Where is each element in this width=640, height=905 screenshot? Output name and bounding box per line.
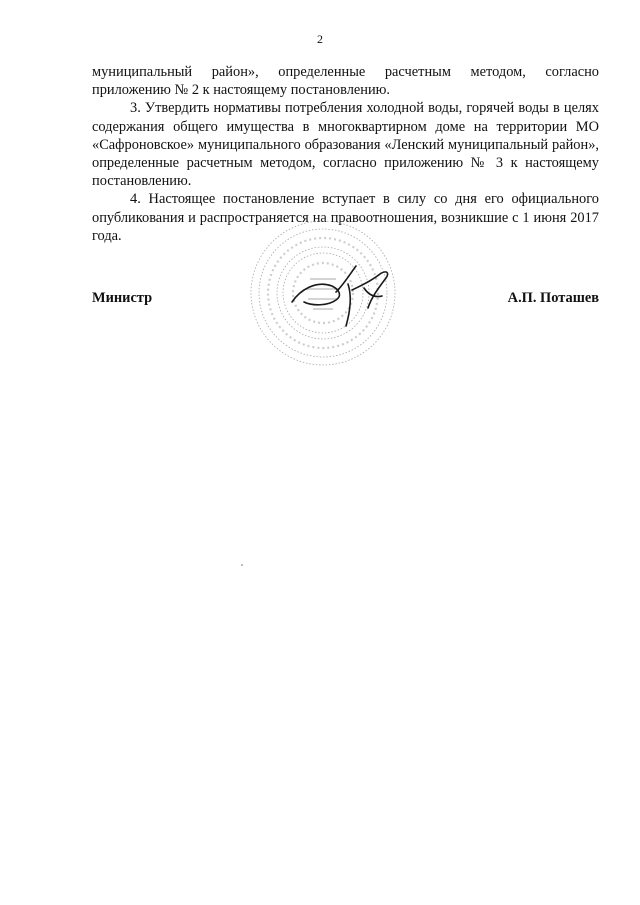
paragraph-continuation: муниципальный район», определенные расчетным методом, согласно приложению № 2 к настоящему постановлению. (92, 64, 599, 99)
signature-row (92, 290, 599, 310)
paragraph-item-3: 3. Утвердить нормативы потребления холодной воды, горячей воды в целях содержания общего имущества в многоквартирном доме на территории МО «Сафроновское» муниципального образования «Ленский муниципальный район», определенные расчетным методом, согласно приложению № 3 к настоящему постановлению. (92, 100, 599, 190)
paragraph-item-4: 4. Настоящее постановление вступает в силу со дня его официального опубликования и распространяется на правоотношения, возникшие с 1 июня 2017 года. (92, 191, 599, 244)
signatory-name: А.П. Поташев (507, 290, 599, 306)
page-number: 2 (317, 32, 323, 46)
scan-speck (241, 564, 243, 566)
signatory-position: Министр (92, 290, 153, 306)
